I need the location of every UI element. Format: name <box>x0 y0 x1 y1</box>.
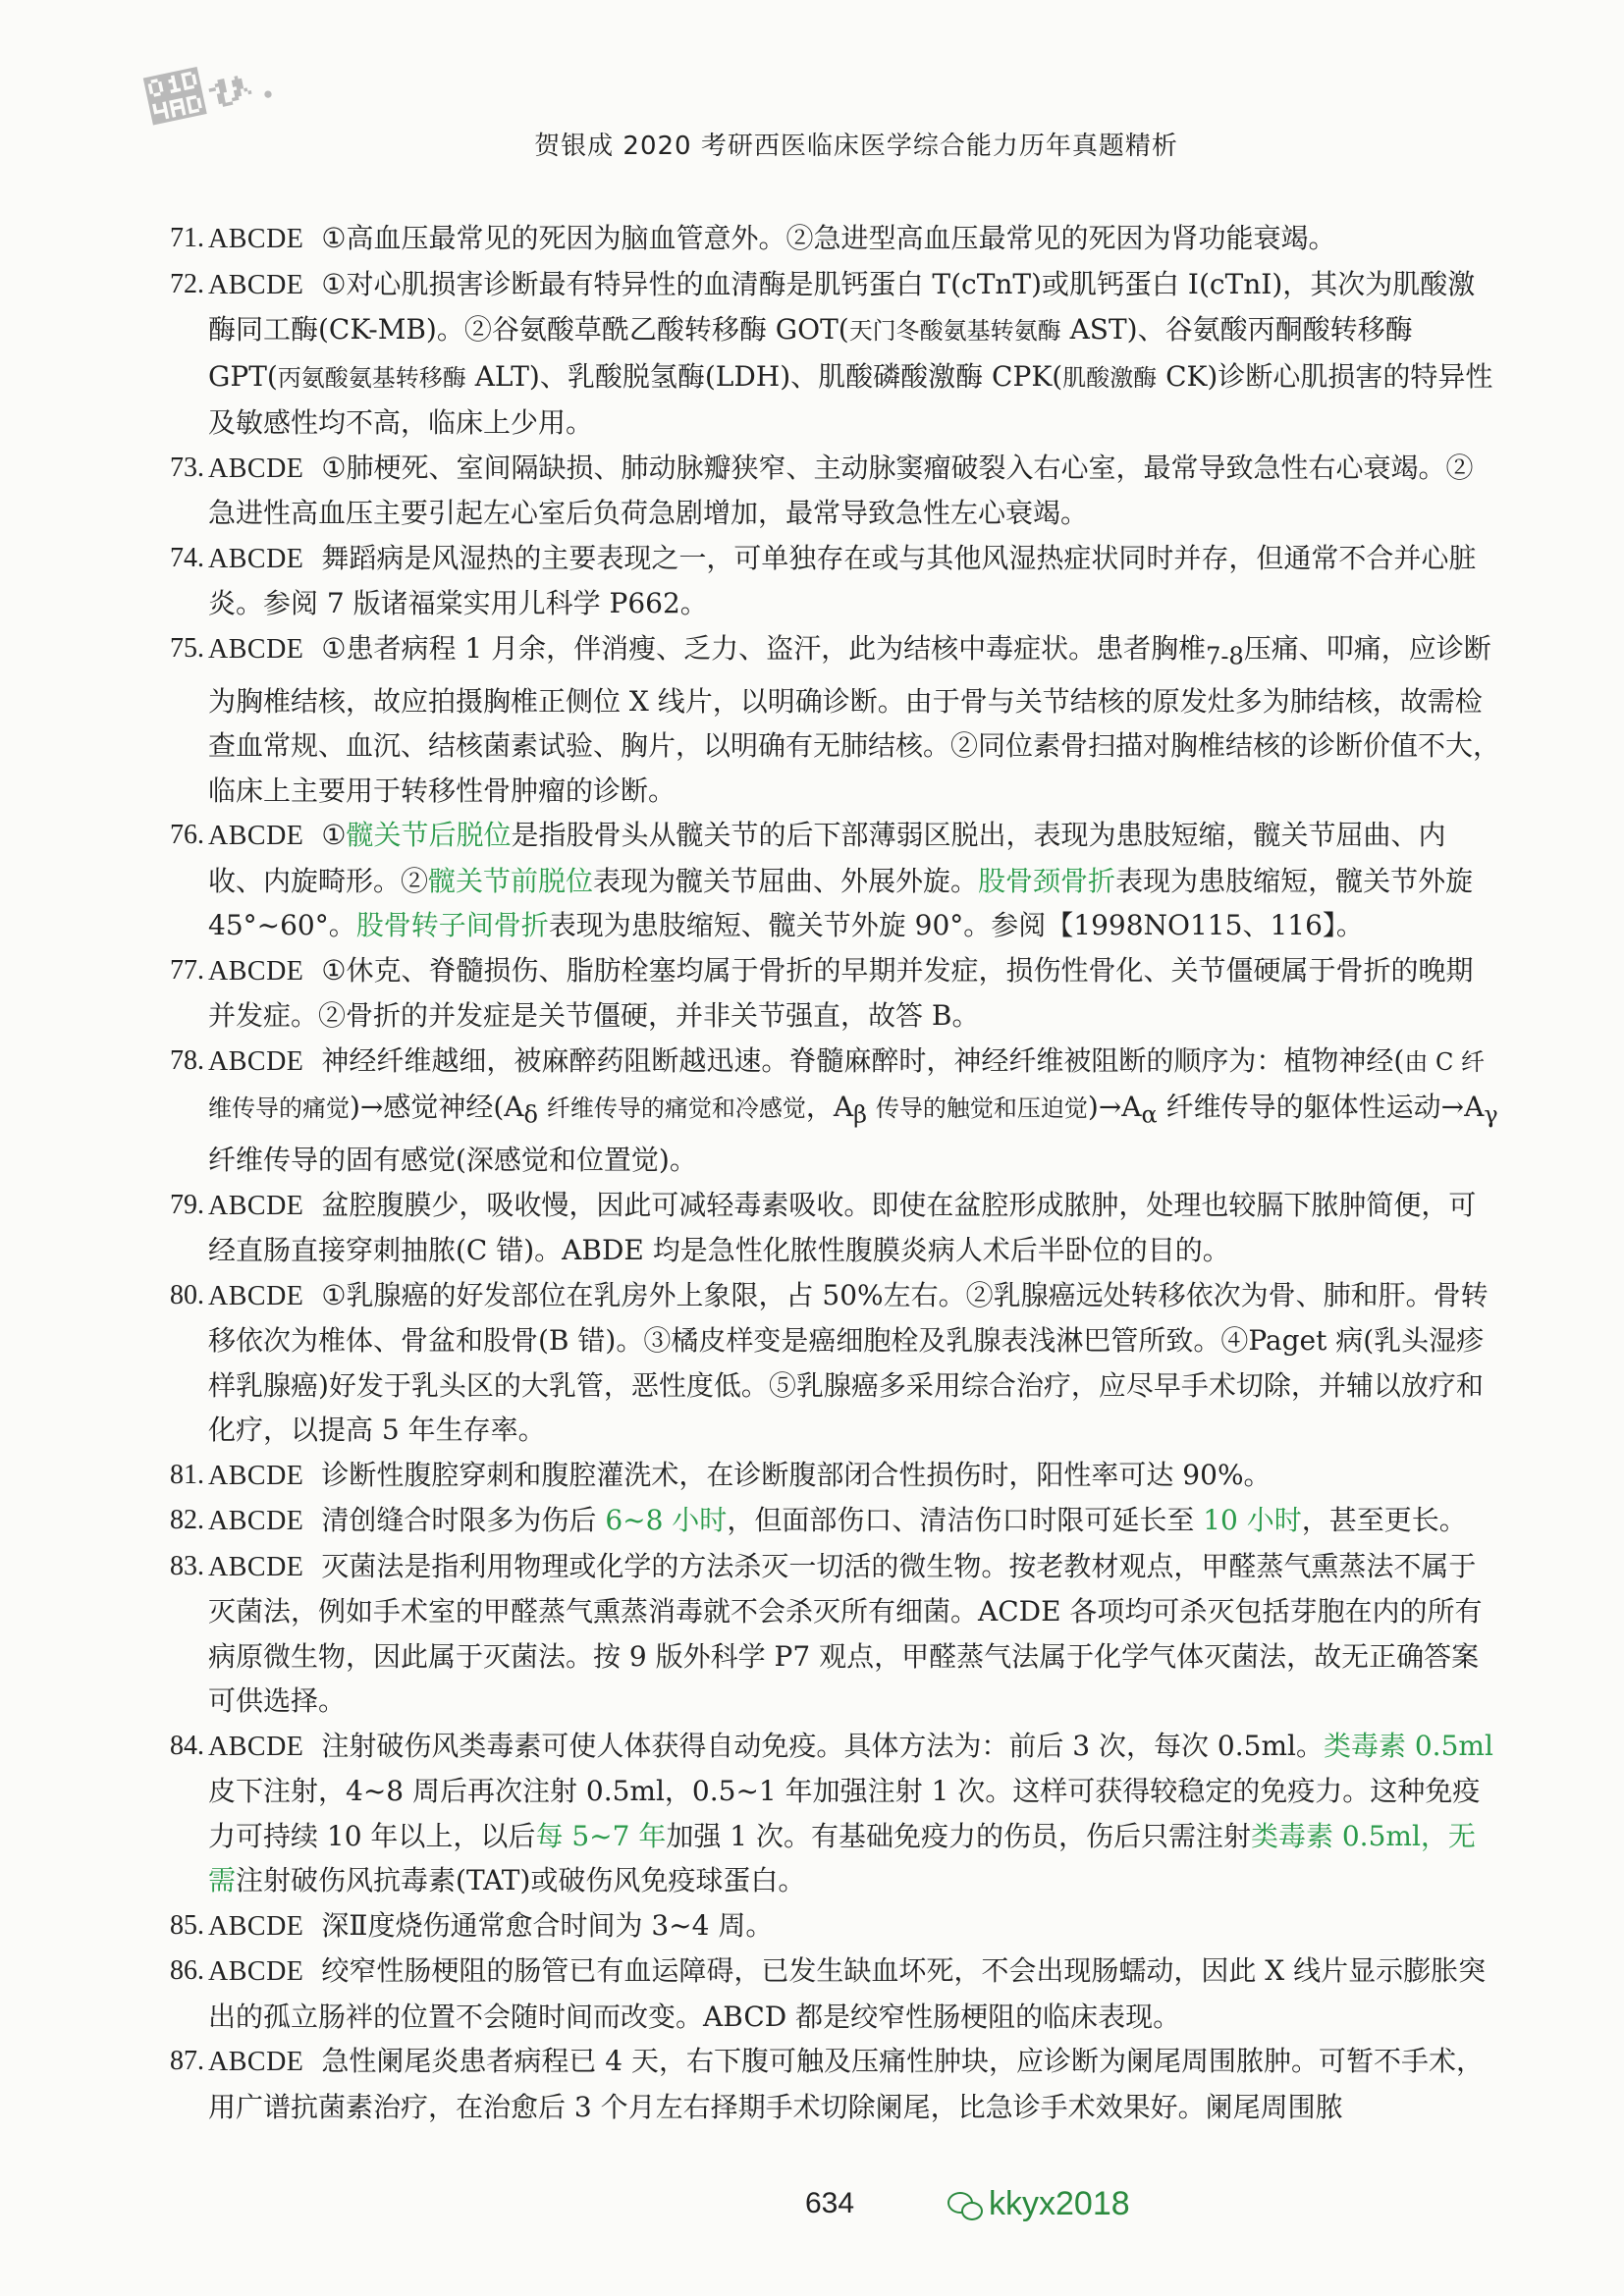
answer-options: ABCDE <box>208 1731 304 1762</box>
watermark <box>947 2185 1130 2223</box>
page-number: 634 <box>805 2187 855 2219</box>
answer-options: ABCDE <box>208 1956 304 1988</box>
question-number: 82. <box>170 1505 204 1536</box>
question-number: 71. <box>170 223 204 253</box>
answer-entry <box>155 1453 1500 1499</box>
answer-options: ABCDE <box>208 821 304 852</box>
answer-options: ABCDE <box>208 1506 304 1537</box>
explanation-text: ①髋关节后脱位是指股骨头从髋关节的后下部薄弱区脱出，表现为患肢短缩，髋关节屈曲、内收、内旋畸形。②髋关节前脱位表现为髋关节屈曲、外展外旋。股骨颈骨折表现为患肢缩短，髋关节外旋 45°~60°。股骨转子间骨折表现为患肢缩短、髋关节外旋 90°。参阅【1998NO115、116】。 <box>208 819 1474 942</box>
explanation-text: ①休克、脊髓损伤、脂肪栓塞均属于骨折的早期并发症，损伤性骨化、关节僵硬属于骨折的晚期并发症。②骨折的并发症是关节僵硬，并非关节强直，故答 B。 <box>208 953 1474 1033</box>
question-number: 80. <box>170 1279 204 1310</box>
explanation-text: 注射破伤风类毒素可使人体获得自动免疫。具体方法为：前后 3 次，每次 0.5ml。类毒素 0.5ml 皮下注射，4~8 周后再次注射 0.5ml，0.5~1 年加强注射 1 次。这样可获得较稳定的免疫力。这种免疫力可持续 10 年以上，以后每 5~7 年加强 1 次。有基础免疫力的伤员，伤后只需注射类毒素 0.5ml，无需注射破伤风抗毒素(TAT)或破伤风免疫球蛋白。 <box>208 1729 1493 1897</box>
answer-options: ABCDE <box>208 1910 304 1942</box>
explanation-text: 灭菌法是指利用物理或化学的方法杀灭一切活的微生物。按老教材观点，甲醛蒸气熏蒸法不属于灭菌法，例如手术室的甲醛蒸气熏蒸消毒就不会杀灭所有细菌。ACDE 各项均可杀灭包括芽胞在内的所有病原微生物，因此属于灭菌法。按 9 版外科学 P7 观点，甲醛蒸气法属于化学气体灭菌法，故无正确答案可供选择。 <box>208 1549 1483 1718</box>
wechat-icon <box>947 2190 983 2219</box>
explanation-text: ①乳腺癌的好发部位在乳房外上象限，占 50%左右。②乳腺癌远处转移依次为骨、肺和肝。骨转移依次为椎体、骨盆和股骨(B 错)。③橘皮样变是癌细胞栓及乳腺表浅淋巴管所致。④Paget 病(乳头湿疹样乳腺癌)好发于乳头区的大乳管，恶性度低。⑤乳腺癌多采用综合治疗，应尽早手术切除，并辅以放疗和化疗，以提高 5 年生存率。 <box>208 1278 1489 1447</box>
watermark-text: kkyx2018 <box>989 2185 1130 2222</box>
question-number: 79. <box>170 1189 204 1220</box>
explanation-text: 急性阑尾炎患者病程已 4 天，右下腹可触及压痛性肿块，应诊断为阑尾周围脓肿。可暂不手术，用广谱抗菌素治疗，在治愈后 3 个月左右择期手术切除阑尾，比急诊手术效果好。阑尾周围脓 <box>208 2045 1485 2123</box>
explanation-text: 绞窄性肠梗阻的肠管已有血运障碍，已发生缺血坏死，不会出现肠蠕动，因此 X 线片显示膨胀突出的孤立肠袢的位置不会随时间而改变。ABCD 都是绞窄性肠梗阻的临床表现。 <box>208 1954 1487 2033</box>
question-number: 75. <box>170 632 204 664</box>
explanation-text: 清创缝合时限多为伤后 6~8 小时，但面部伤口、清洁伤口时限可延长至 10 小时，甚至更长。 <box>321 1504 1467 1537</box>
question-number: 72. <box>170 268 204 299</box>
answer-options: ABCDE <box>208 543 304 574</box>
answer-entry <box>155 813 1500 948</box>
answer-entry <box>155 446 1500 536</box>
answer-options: ABCDE <box>208 1190 304 1221</box>
answer-entry <box>155 2039 1500 2129</box>
question-number: 86. <box>170 1955 204 1987</box>
answer-entry <box>155 626 1500 814</box>
answer-entry <box>155 262 1500 446</box>
handwritten-scribble: 𝒭𝓋. <box>141 46 281 135</box>
answer-entry <box>155 1949 1500 2039</box>
question-number: 87. <box>170 2046 204 2077</box>
answer-entry <box>155 1724 1500 1903</box>
answer-options: ABCDE <box>208 955 304 987</box>
answer-entry <box>155 1183 1500 1273</box>
question-number: 78. <box>170 1044 204 1076</box>
question-number: 81. <box>170 1459 204 1490</box>
answer-entry <box>155 1498 1500 1544</box>
answer-options: ABCDE <box>208 1460 304 1491</box>
explanation-text: 诊断性腹腔穿刺和腹腔灌洗术，在诊断腹部闭合性损伤时，阳性率可达 90%。 <box>321 1458 1272 1491</box>
answer-options: ABCDE <box>208 269 304 300</box>
answer-entry <box>155 948 1500 1039</box>
question-number: 84. <box>170 1730 204 1761</box>
answer-list <box>155 216 1500 2129</box>
answer-entry <box>155 216 1500 262</box>
answer-entry <box>155 1039 1500 1183</box>
answer-options: ABCDE <box>208 453 304 484</box>
answer-entry <box>155 536 1500 626</box>
question-number: 85. <box>170 1909 204 1941</box>
question-number: 74. <box>170 542 204 573</box>
answer-options: ABCDE <box>208 2047 304 2078</box>
answer-options: ABCDE <box>208 1045 304 1077</box>
explanation-text: 舞蹈病是风湿热的主要表现之一，可单独存在或与其他风湿热症状同时并存，但通常不合并心脏炎。参阅 7 版诸福棠实用儿科学 P662。 <box>208 541 1477 619</box>
question-number: 83. <box>170 1550 204 1581</box>
explanation-text: ①患者病程 1 月余，伴消瘦、乏力、盗汗，此为结核中毒症状。患者胸椎$_{7-8}$压痛、叩痛，应诊断为胸椎结核，故应拍摄胸椎正侧位 X 线片，以明确诊断。由于骨与关节结核的原发灶多为肺结核，故需检查血常规、血沉、结核菌素试验、胸片，以明确有无肺结核。②同位素骨扫描对胸椎结核的诊断价值不大，临床上主要用于转移性骨肿瘤的诊断。 <box>208 631 1501 807</box>
question-number: 73. <box>170 452 204 483</box>
question-number: 76. <box>170 820 204 851</box>
answer-options: ABCDE <box>208 1551 304 1582</box>
explanation-text: ①肺梗死、室间隔缺损、肺动脉瓣狭窄、主动脉窦瘤破裂入右心室，最常导致急性右心衰竭。②急进性高血压主要引起左心室后负荷急剧增加，最常导致急性左心衰竭。 <box>208 451 1474 529</box>
explanation-text: 盆腔腹膜少，吸收慢，因此可减轻毒素吸收。即使在盆腔形成脓肿，处理也较膈下脓肿简便，可经直肠直接穿刺抽脓(C 错)。ABDE 均是急性化脓性腹膜炎病人术后半卧位的目的。 <box>208 1188 1477 1267</box>
explanation-text: 深Ⅱ度烧伤通常愈合时间为 3~4 周。 <box>321 1908 774 1942</box>
answer-options: ABCDE <box>208 633 304 665</box>
answer-entry <box>155 1273 1500 1453</box>
page-header: 贺银成 2020 考研西医临床医学综合能力历年真题精析 <box>534 132 1178 161</box>
explanation-text: 神经纤维越细，被麻醉药阻断越迅速。脊髓麻醉时，神经纤维被阻断的顺序为：植物神经(由 C 纤维传导的痛觉)→感觉神经($A_\delta$ 纤维传导的痛觉和冷感觉，$A_\beta$ 传导的触觉和压迫觉)$\to A_\alpha$ 纤维传导的躯体性运动$\to A_\gamma$ 纤维传导的固有感觉(深感觉和位置觉)。 <box>208 1043 1498 1177</box>
explanation-text: ①对心肌损害诊断最有特异性的血清酶是肌钙蛋白 T(cTnT)或肌钙蛋白 I(cTnI)，其次为肌酸激酶同工酶(CK-MB)。②谷氨酸草酰乙酸转移酶 GOT(天门冬酸氨基转氨酶 AST)、谷氨酸丙酮酸转移酶 GPT(丙氨酸氨基转移酶 ALT)、乳酸脱氢酶(LDH)、肌酸磷酸激酶 CPK(肌酸激酶 CK)诊断心肌损害的特异性及敏感性均不高，临床上少用。 <box>208 267 1493 439</box>
answer-options: ABCDE <box>208 1280 304 1311</box>
explanation-text: ①高血压最常见的死因为脑血管意外。②急进型高血压最常见的死因为肾功能衰竭。 <box>321 222 1336 254</box>
answer-options: ABCDE <box>208 224 304 254</box>
answer-entry <box>155 1903 1500 1949</box>
answer-entry <box>155 1544 1500 1724</box>
question-number: 77. <box>170 954 204 986</box>
